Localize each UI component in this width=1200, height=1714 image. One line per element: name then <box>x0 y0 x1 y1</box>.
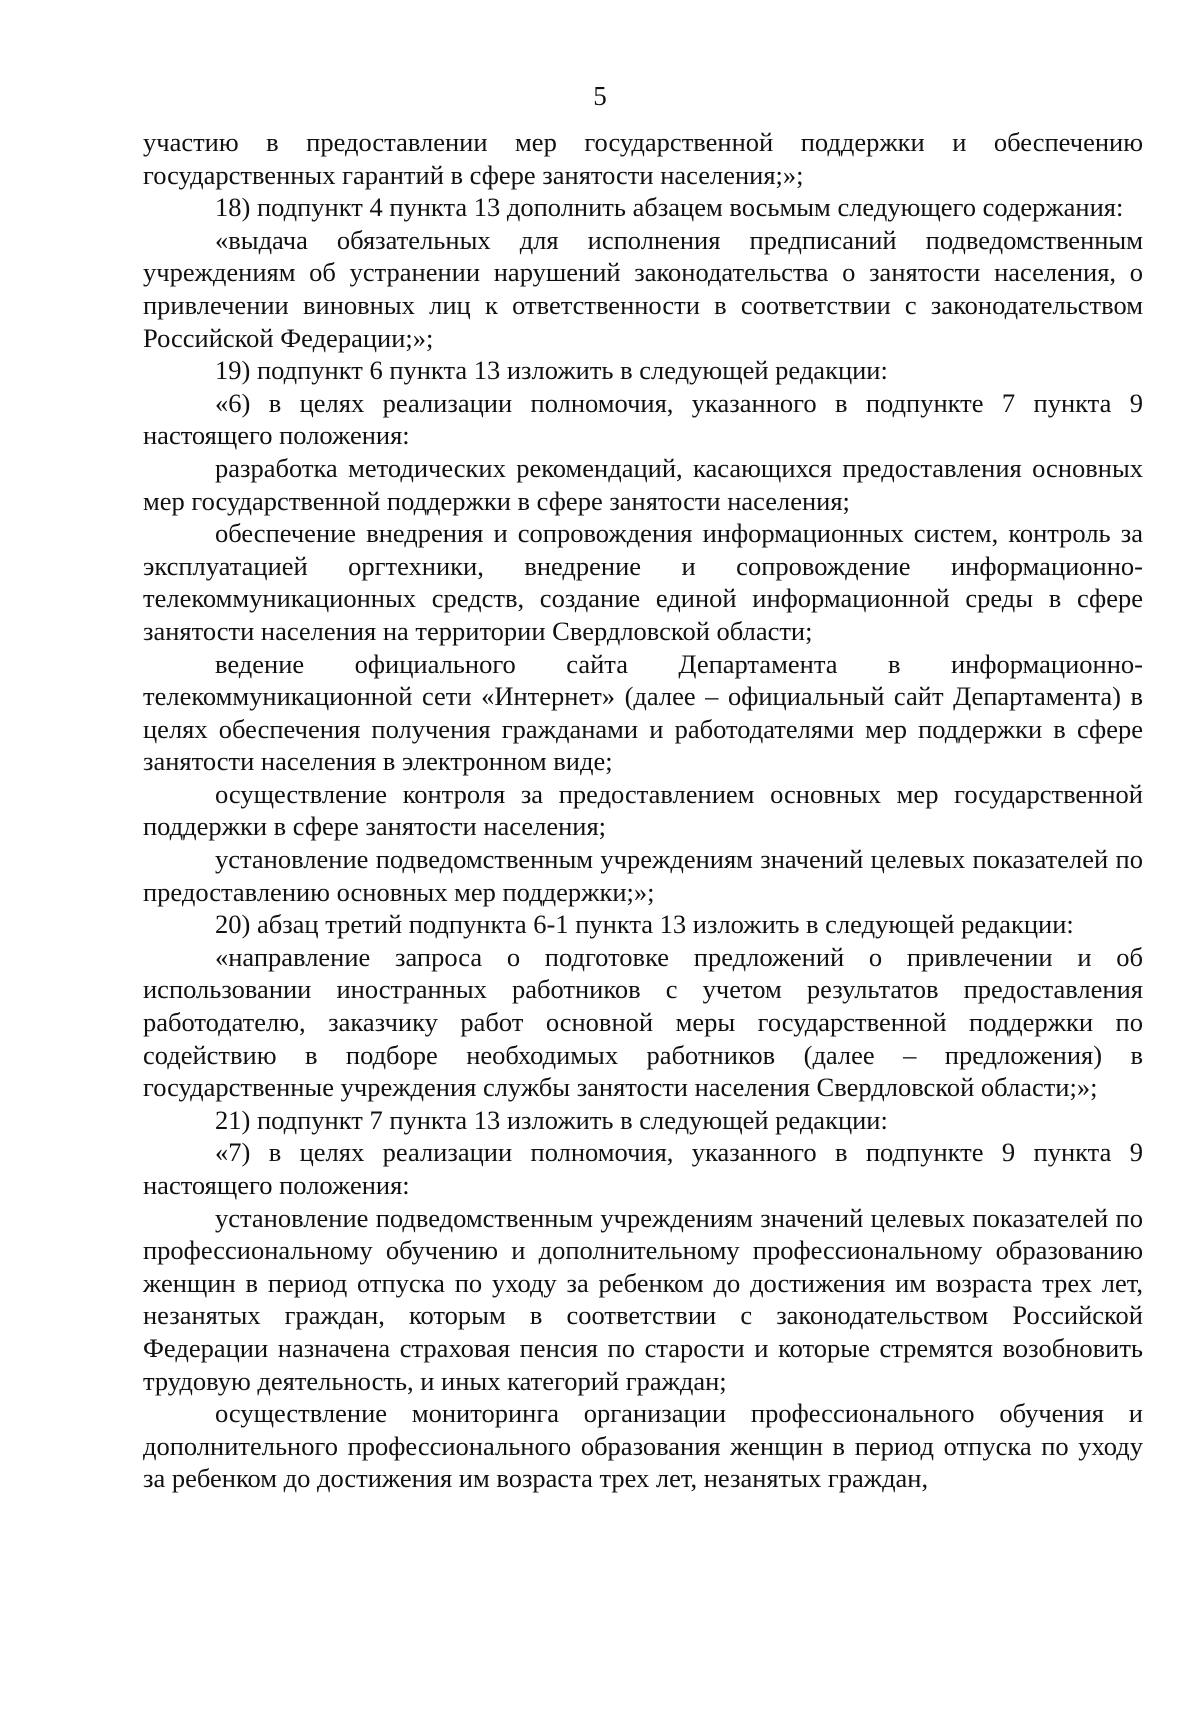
paragraph-quote-item-18: «выдача обязательных для исполнения предписаний подведомственным учреждениям об устранении нарушений законодательства о занятости населения, о привлечении виновных лиц к ответственности в соответствии с законодательством Российской Федерации;»; <box>143 224 1143 353</box>
paragraph-training-indicators: установление подведомственным учреждениям значений целевых показателей по профессиональному обучению и дополнительному профессиональному образованию женщин в период отпуска по уходу за ребенком до достижения им возраста трех лет, незанятых граждан, которым в соответствии с законодательством Российской Федерации назначена страховая пенсия по старости и которые стремятся возобновить трудовую деятельность, и иных категорий граждан; <box>143 1202 1143 1396</box>
paragraph-control: осуществление контроля за предоставлением основных мер государственной поддержки в сфере занятости населения; <box>143 778 1143 842</box>
paragraph-item-21: 21) подпункт 7 пункта 13 изложить в следующей редакции: <box>215 1104 888 1135</box>
paragraph-subitem-7: «7) в целях реализации полномочия, указанного в подпункте 9 пункта 9 настоящего положения: <box>143 1137 1143 1200</box>
paragraph-item-18: 18) подпункт 4 пункта 13 дополнить абзацем восьмым следующего содержания: <box>215 192 1124 223</box>
paragraph-subitem-6: «6) в целях реализации полномочия, указанного в подпункте 7 пункта 9 настоящего положения: <box>143 387 1143 451</box>
paragraph-target-indicators: установление подведомственным учреждениям значений целевых показателей по предоставлению основных мер поддержки;»; <box>143 844 1143 907</box>
paragraph-official-site: ведение официального сайта Департамента в информационно-телекоммуникационной сети «Интернет» (далее – официальный сайт Департамента) в целях обеспечения получения гражданами и работодателями мер поддержки в сфере занятости населения в электронном виде; <box>143 648 1143 777</box>
page-number: 5 <box>593 81 607 111</box>
paragraph-monitoring: осуществление мониторинга организации профессионального обучения и дополнительного профессионального образования женщин в период отпуска по уходу за ребенком до достижения им возраста трех лет, незанятых граждан, <box>143 1398 1143 1494</box>
paragraph-continuation: участию в предоставлении мер государственной поддержки и обеспечению государственных гарантий в сфере занятости населения;»; <box>143 127 1143 190</box>
paragraph-item-19: 19) подпункт 6 пункта 13 изложить в следующей редакции: <box>215 355 888 386</box>
paragraph-information-systems: обеспечение внедрения и сопровождения информационных систем, контроль за эксплуатацией оргтехники, внедрение и сопровождение информационно-телекоммуникационных средств, создание единой информационной среды в сфере занятости населения на территории Свердловской области; <box>143 518 1143 646</box>
paragraph-quote-item-20: «направление запроса о подготовке предложений о привлечении и об использовании иностранных работников с учетом результатов предоставления работодателю, заказчику работ основной меры государственной поддержки по содействию в подборе необходимых работников (далее – предложения) в государственные учреждения службы занятости населения Свердловской области;»; <box>143 941 1143 1103</box>
paragraph-item-20: 20) абзац третий подпункта 6-1 пункта 13 изложить в следующей редакции: <box>215 909 1074 940</box>
document-body <box>143 126 1143 1495</box>
paragraph-methodical-recommendations: разработка методических рекомендаций, касающихся предоставления основных мер государственной поддержки в сфере занятости населения; <box>143 452 1143 516</box>
